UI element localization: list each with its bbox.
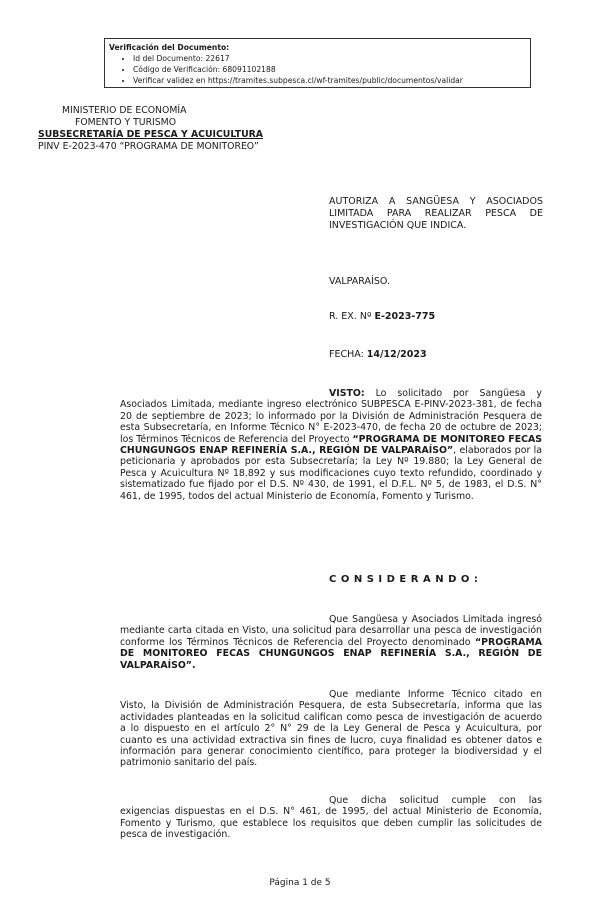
resolution-number (329, 311, 543, 322)
date-value: 14/12/2023 (366, 349, 427, 360)
visto-text-a: Lo solicitado por Sangüesa y Asociados Limitada, mediante ingreso electrónico SUBPESCA E-PINV-2023-381, de fecha 20 de septiembre de 2023; lo informado por la División de Administración Pesquera de esta Subsecretaría, en Informe Técnico N° E-2023-470, de fecha 20 de octubre de 2023; los Términos Técnicos de Referencia del Proyecto (120, 388, 542, 445)
visto-text-b: , elaborados por la peticionaria y aprobados por esta Subsecretaría; la Ley Nº 19.880; la Ley General de Pesca y Acuicultura Nº 18.892 y sus modificaciones cuyo texto refundido, coordinado y sistematizado fue fijado por el D.S. Nº 430, de 1991, el D.F.L. Nº 5, de 1983, el D.S. N° 461, de 1995, todos del actual Ministerio de Economía, Fomento y Turismo. (120, 445, 542, 502)
resolution-summary: AUTORIZA A SANGÜESA Y ASOCIADOS LIMITADA PARA REALIZAR PESCA DE INVESTIGACIÓN QUE INDICA. (329, 196, 543, 231)
verification-box (104, 38, 531, 88)
resolution-date (329, 349, 543, 360)
visto-project: “PROGRAMA DE MONITOREO FECAS CHUNGUNGOS ENAP REFINERÍA S.A., REGIÓN DE VALPARAÍSO” (120, 433, 542, 457)
considerando-1-project: “PROGRAMA DE MONITOREO FECAS CHUNGUNGOS ENAP REFINERÍA S.A., REGIÓN DE VALPARAÍSO”. (120, 636, 542, 671)
resolution-label: R. EX. Nº (329, 311, 375, 322)
verification-code: • Código de Verificación: 68091102188 (133, 64, 530, 75)
pinv-reference: PINV E-2023-470 “PROGRAMA DE MONITOREO” (38, 141, 259, 152)
ministry-subtitle: FOMENTO Y TURISMO (75, 117, 177, 128)
considerando-1 (120, 614, 542, 671)
visto-label: VISTO: (329, 388, 365, 399)
resolution-value: E-2023-775 (374, 311, 436, 322)
considerando-3-text: Que dicha solicitud cumple con las exigencias dispuestas en el D.S. N° 461, de 1995, del actual Ministerio de Economía, Fomento y Turismo, que establece los requisitos que deben cumplir las solicitudes de pesca de investigación. (120, 795, 542, 841)
considerando-2-text: Que mediante Informe Técnico citado en Visto, la División de Administración Pesquera, de esta Subsecretaría, informa que las actividades planteadas en la solicitud califican como pesca de investigación de acuerdo a lo dispuesto en el artículo 2° N° 29 de la Ley General de Pesca y Acuicultura, por cuanto es una actividad extractiva sin fines de lucro, cuya finalidad es obtener datos e información para generar conocimiento científico, para proteger la biodiversidad y el patrimonio sanitario del país. (120, 689, 542, 769)
ministry-name: MINISTERIO DE ECONOMÍA (62, 105, 187, 116)
considerando-1-text: Que Sangüesa y Asociados Limitada ingresó mediante carta citada en Visto, una solicitud para desarrollar una pesca de investigación conforme los Términos Técnicos de Referencia del Proyecto denominado (120, 614, 542, 648)
date-label: FECHA: (329, 349, 367, 360)
verification-title: Verificación del Documento: (109, 43, 230, 52)
considerando-title: CONSIDERANDO: (329, 574, 483, 585)
subsecretaria-name: SUBSECRETARÍA DE PESCA Y ACUICULTURA (38, 129, 263, 140)
city: VALPARAÍSO. (329, 276, 390, 287)
visto-section (120, 388, 542, 502)
considerando-3 (120, 795, 542, 841)
considerando-2 (120, 689, 542, 769)
page-number: Página 1 de 5 (269, 878, 331, 888)
verification-link[interactable]: • Verificar validez en https://tramites.subpesca.cl/wf-tramites/public/documentos/validar (133, 75, 530, 86)
verification-list (109, 53, 530, 86)
verification-id: • Id del Documento: 22617 (133, 53, 530, 64)
